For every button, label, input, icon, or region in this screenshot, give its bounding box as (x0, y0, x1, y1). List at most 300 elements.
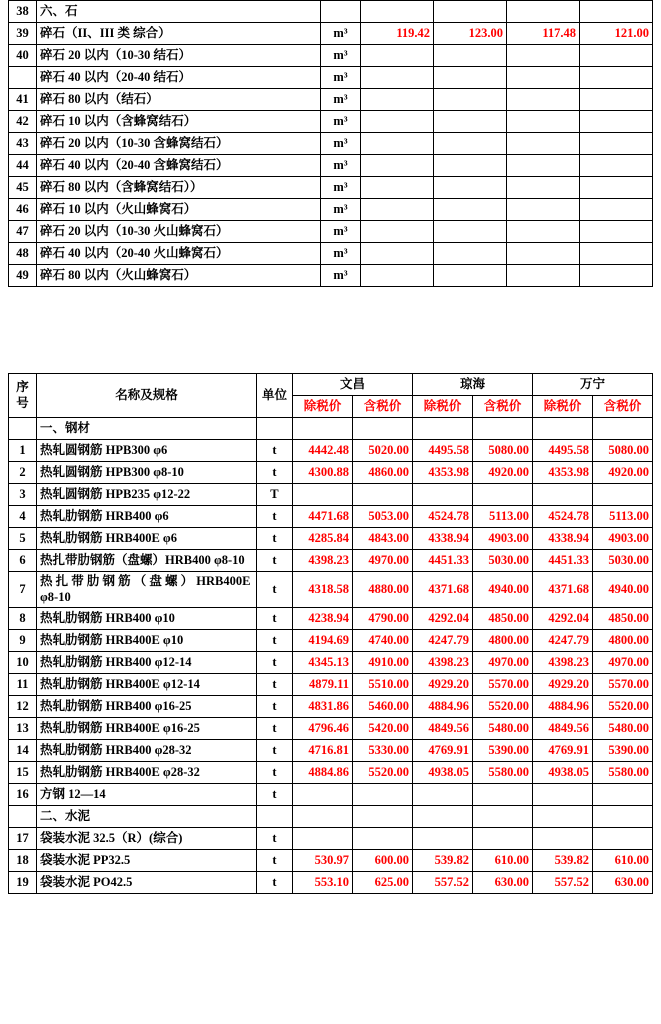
row-price: 4880.00 (352, 572, 412, 608)
row-price (580, 177, 653, 199)
row-price: 4716.81 (292, 740, 352, 762)
subheader-ex-tax-0: 除税价 (292, 396, 352, 418)
row-unit: t (256, 828, 292, 850)
row-price (352, 828, 412, 850)
subheader-ex-tax-1: 除税价 (412, 396, 472, 418)
subheader-ex-tax-2: 除税价 (532, 396, 592, 418)
row-index: 6 (9, 550, 37, 572)
row-price: 4338.94 (532, 528, 592, 550)
table-row (9, 506, 653, 528)
row-price: 4849.56 (412, 718, 472, 740)
subheader-inc-tax-0: 含税价 (352, 396, 412, 418)
row-price (361, 45, 434, 67)
row-index: 13 (9, 718, 37, 740)
row-price: 5580.00 (592, 762, 652, 784)
row-price: 5030.00 (592, 550, 652, 572)
row-price (507, 221, 580, 243)
row-price: 4831.86 (292, 696, 352, 718)
table-row (9, 133, 653, 155)
row-price: 4524.78 (412, 506, 472, 528)
row-price: 4495.58 (412, 440, 472, 462)
table-row (9, 177, 653, 199)
row-index: 9 (9, 630, 37, 652)
row-name: 袋装水泥 PO42.5 (37, 872, 257, 894)
row-name: 碎石 20 以内（10-30 火山蜂窝石） (37, 221, 321, 243)
row-price (472, 484, 532, 506)
table-row (9, 484, 653, 506)
row-index: 39 (9, 23, 37, 45)
row-price: 4194.69 (292, 630, 352, 652)
row-price (507, 67, 580, 89)
row-price: 5570.00 (472, 674, 532, 696)
row-name: 热轧肋钢筋 HRB400 φ12-14 (37, 652, 257, 674)
row-price: 5580.00 (472, 762, 532, 784)
row-index: 19 (9, 872, 37, 894)
row-name: 热轧肋钢筋 HRB400E φ28-32 (37, 762, 257, 784)
section-title: 六、石 (37, 1, 321, 23)
row-unit: m³ (321, 133, 361, 155)
row-price: 5390.00 (472, 740, 532, 762)
row-price (361, 89, 434, 111)
row-price: 4371.68 (532, 572, 592, 608)
row-price (592, 784, 652, 806)
row-price (532, 806, 592, 828)
row-price (580, 1, 653, 23)
row-price (472, 806, 532, 828)
row-index: 7 (9, 572, 37, 608)
row-index: 10 (9, 652, 37, 674)
row-name: 热轧肋钢筋 HRB400 φ16-25 (37, 696, 257, 718)
table-row (9, 762, 653, 784)
row-price: 4903.00 (472, 528, 532, 550)
row-price: 610.00 (592, 850, 652, 872)
row-price: 4247.79 (532, 630, 592, 652)
row-index: 49 (9, 265, 37, 287)
section-title: 一、钢材 (37, 418, 257, 440)
header-seq: 序号 (9, 374, 37, 418)
row-unit: m³ (321, 221, 361, 243)
row-price (434, 1, 507, 23)
row-name: 碎石 80 以内（火山蜂窝石） (37, 265, 321, 287)
row-price: 557.52 (412, 872, 472, 894)
header-name: 名称及规格 (37, 374, 257, 418)
table-row (9, 418, 653, 440)
row-price: 5390.00 (592, 740, 652, 762)
row-name: 袋装水泥 32.5（R）(综合) (37, 828, 257, 850)
row-price: 123.00 (434, 23, 507, 45)
row-price (434, 111, 507, 133)
header-region-qionghai: 琼海 (412, 374, 532, 396)
table-row (9, 608, 653, 630)
row-price (580, 265, 653, 287)
row-price (592, 806, 652, 828)
row-name: 热 扎 带 肋 钢 筋 （ 盘 螺 ） HRB400E φ8-10 (37, 572, 257, 608)
row-price (434, 243, 507, 265)
row-name: 袋装水泥 PP32.5 (37, 850, 257, 872)
row-name: 碎石 10 以内（含蜂窝结石） (37, 111, 321, 133)
table-row (9, 630, 653, 652)
row-price: 4769.91 (532, 740, 592, 762)
stone-price-table (8, 0, 653, 287)
row-name: 热扎带肋钢筋（盘螺）HRB400 φ8-10 (37, 550, 257, 572)
row-price (434, 45, 507, 67)
row-price (352, 806, 412, 828)
row-price (507, 199, 580, 221)
row-price: 4884.86 (292, 762, 352, 784)
row-price: 4292.04 (532, 608, 592, 630)
row-price: 4353.98 (532, 462, 592, 484)
row-unit: m³ (321, 111, 361, 133)
row-price: 4970.00 (352, 550, 412, 572)
row-price: 4495.58 (532, 440, 592, 462)
row-price: 4247.79 (412, 630, 472, 652)
row-price (507, 177, 580, 199)
subheader-inc-tax-1: 含税价 (472, 396, 532, 418)
row-price: 4920.00 (592, 462, 652, 484)
row-price: 4884.96 (412, 696, 472, 718)
material-price-table (8, 373, 653, 894)
row-price: 119.42 (361, 23, 434, 45)
row-price: 4398.23 (292, 550, 352, 572)
table-row (9, 462, 653, 484)
row-name: 热轧圆钢筋 HPB235 φ12-22 (37, 484, 257, 506)
header-unit: 单位 (256, 374, 292, 418)
row-name: 碎石 80 以内（含蜂窝结石）） (37, 177, 321, 199)
row-price: 539.82 (412, 850, 472, 872)
row-price: 630.00 (472, 872, 532, 894)
row-index: 16 (9, 784, 37, 806)
row-unit: m³ (321, 199, 361, 221)
row-price: 5020.00 (352, 440, 412, 462)
row-price: 5460.00 (352, 696, 412, 718)
table-row (9, 828, 653, 850)
row-price (434, 221, 507, 243)
row-price: 5520.00 (592, 696, 652, 718)
row-price: 4740.00 (352, 630, 412, 652)
row-index: 4 (9, 506, 37, 528)
row-price: 4970.00 (592, 652, 652, 674)
row-unit: t (256, 652, 292, 674)
row-price: 4910.00 (352, 652, 412, 674)
row-price: 5330.00 (352, 740, 412, 762)
row-index: 45 (9, 177, 37, 199)
row-price (292, 806, 352, 828)
row-unit: t (256, 462, 292, 484)
row-unit: t (256, 784, 292, 806)
row-price: 5520.00 (352, 762, 412, 784)
row-unit: t (256, 572, 292, 608)
row-price (361, 265, 434, 287)
row-name: 碎石 20 以内（10-30 含蜂窝结石） (37, 133, 321, 155)
header-region-wanning: 万宁 (532, 374, 652, 396)
row-price: 4800.00 (472, 630, 532, 652)
row-index: 11 (9, 674, 37, 696)
row-index: 1 (9, 440, 37, 462)
row-price (434, 155, 507, 177)
row-name: 碎石（II、III 类 综合） (37, 23, 321, 45)
row-unit: m³ (321, 155, 361, 177)
row-price: 4398.23 (532, 652, 592, 674)
row-unit: t (256, 506, 292, 528)
row-price: 4524.78 (532, 506, 592, 528)
stone-table-body (9, 1, 653, 287)
table-row (9, 674, 653, 696)
row-price: 5520.00 (472, 696, 532, 718)
table-row (9, 850, 653, 872)
row-unit: m³ (321, 67, 361, 89)
row-price: 4451.33 (412, 550, 472, 572)
row-price: 5480.00 (592, 718, 652, 740)
row-unit: t (256, 440, 292, 462)
row-index: 2 (9, 462, 37, 484)
row-price (532, 484, 592, 506)
row-price (292, 784, 352, 806)
row-price (472, 784, 532, 806)
row-price: 600.00 (352, 850, 412, 872)
row-price: 121.00 (580, 23, 653, 45)
row-price: 4929.20 (532, 674, 592, 696)
row-index: 8 (9, 608, 37, 630)
row-price: 5510.00 (352, 674, 412, 696)
row-price (412, 828, 472, 850)
row-price (507, 89, 580, 111)
row-price: 4940.00 (592, 572, 652, 608)
table-row (9, 718, 653, 740)
row-price (361, 1, 434, 23)
row-price (472, 418, 532, 440)
row-index: 15 (9, 762, 37, 784)
row-index: 46 (9, 199, 37, 221)
row-price: 610.00 (472, 850, 532, 872)
row-name: 碎石 40 以内（20-40 含蜂窝结石） (37, 155, 321, 177)
row-price (434, 133, 507, 155)
row-price (580, 111, 653, 133)
row-unit (321, 1, 361, 23)
row-unit (256, 806, 292, 828)
row-price (361, 133, 434, 155)
row-price: 4938.05 (532, 762, 592, 784)
row-price: 539.82 (532, 850, 592, 872)
row-price: 4285.84 (292, 528, 352, 550)
header-region-wenchang: 文昌 (292, 374, 412, 396)
row-price (361, 155, 434, 177)
row-index: 18 (9, 850, 37, 872)
row-price (361, 221, 434, 243)
table-row (9, 45, 653, 67)
row-price (532, 418, 592, 440)
row-price: 4850.00 (592, 608, 652, 630)
row-name: 热轧肋钢筋 HRB400 φ28-32 (37, 740, 257, 762)
table-row (9, 243, 653, 265)
row-price (580, 67, 653, 89)
row-index: 12 (9, 696, 37, 718)
row-name: 热轧肋钢筋 HRB400E φ16-25 (37, 718, 257, 740)
row-price: 4929.20 (412, 674, 472, 696)
row-unit: t (256, 608, 292, 630)
row-price (580, 243, 653, 265)
row-index (9, 806, 37, 828)
row-name: 热轧肋钢筋 HRB400E φ12-14 (37, 674, 257, 696)
row-unit: t (256, 528, 292, 550)
table-row (9, 572, 653, 608)
row-price: 553.10 (292, 872, 352, 894)
row-price: 5420.00 (352, 718, 412, 740)
row-price: 4796.46 (292, 718, 352, 740)
row-price: 557.52 (532, 872, 592, 894)
row-index: 47 (9, 221, 37, 243)
row-price (292, 418, 352, 440)
row-unit: t (256, 630, 292, 652)
row-price: 4849.56 (532, 718, 592, 740)
row-price: 117.48 (507, 23, 580, 45)
row-price: 4843.00 (352, 528, 412, 550)
row-unit: t (256, 850, 292, 872)
row-price (532, 784, 592, 806)
row-price (412, 484, 472, 506)
section-title: 二、水泥 (37, 806, 257, 828)
row-price: 4353.98 (412, 462, 472, 484)
row-price: 4790.00 (352, 608, 412, 630)
row-name: 方钢 12—14 (37, 784, 257, 806)
row-price: 4338.94 (412, 528, 472, 550)
row-price (412, 418, 472, 440)
row-name: 热轧圆钢筋 HPB300 φ6 (37, 440, 257, 462)
row-name: 热轧圆钢筋 HPB300 φ8-10 (37, 462, 257, 484)
table-header-row (9, 374, 653, 396)
row-index: 41 (9, 89, 37, 111)
row-price (580, 199, 653, 221)
row-index: 43 (9, 133, 37, 155)
row-price: 4800.00 (592, 630, 652, 652)
row-price: 5113.00 (592, 506, 652, 528)
table-row (9, 199, 653, 221)
row-price: 4451.33 (532, 550, 592, 572)
row-price: 4318.58 (292, 572, 352, 608)
row-unit: t (256, 550, 292, 572)
row-index: 17 (9, 828, 37, 850)
table-row (9, 265, 653, 287)
row-unit: m³ (321, 45, 361, 67)
row-name: 碎石 20 以内（10-30 结石） (37, 45, 321, 67)
row-name: 碎石 80 以内（结石） (37, 89, 321, 111)
row-unit: m³ (321, 177, 361, 199)
row-price (352, 418, 412, 440)
row-unit (256, 418, 292, 440)
row-price (507, 133, 580, 155)
row-price (580, 221, 653, 243)
row-price (472, 828, 532, 850)
subheader-inc-tax-2: 含税价 (592, 396, 652, 418)
row-price: 5113.00 (472, 506, 532, 528)
row-name: 热轧肋钢筋 HRB400 φ6 (37, 506, 257, 528)
row-price: 4938.05 (412, 762, 472, 784)
row-price (434, 199, 507, 221)
row-price (507, 155, 580, 177)
table-row (9, 784, 653, 806)
row-name: 碎石 40 以内（20-40 火山蜂窝石） (37, 243, 321, 265)
row-price (352, 784, 412, 806)
row-price: 4940.00 (472, 572, 532, 608)
table-row (9, 111, 653, 133)
row-price (592, 484, 652, 506)
row-unit: t (256, 674, 292, 696)
row-price: 4769.91 (412, 740, 472, 762)
row-price (412, 784, 472, 806)
row-price: 5570.00 (592, 674, 652, 696)
page-gap-spacer (0, 287, 661, 373)
row-unit: t (256, 696, 292, 718)
row-price: 4398.23 (412, 652, 472, 674)
row-price (592, 418, 652, 440)
row-index: 44 (9, 155, 37, 177)
row-price (507, 243, 580, 265)
row-price: 4442.48 (292, 440, 352, 462)
row-price (352, 484, 412, 506)
row-price: 530.97 (292, 850, 352, 872)
table-row (9, 89, 653, 111)
row-price: 4970.00 (472, 652, 532, 674)
row-index: 38 (9, 1, 37, 23)
row-price: 5080.00 (592, 440, 652, 462)
row-price: 4345.13 (292, 652, 352, 674)
material-table-body (9, 418, 653, 894)
table-row (9, 806, 653, 828)
row-unit: t (256, 872, 292, 894)
table-row (9, 1, 653, 23)
table-row (9, 155, 653, 177)
row-price: 4850.00 (472, 608, 532, 630)
row-name: 热轧肋钢筋 HRB400E φ10 (37, 630, 257, 652)
row-price (434, 177, 507, 199)
row-price (361, 177, 434, 199)
row-index: 40 (9, 45, 37, 67)
row-price: 625.00 (352, 872, 412, 894)
row-price: 4884.96 (532, 696, 592, 718)
row-price: 4920.00 (472, 462, 532, 484)
row-name: 碎石 10 以内（火山蜂窝石） (37, 199, 321, 221)
table-row (9, 221, 653, 243)
row-price: 4879.11 (292, 674, 352, 696)
row-price: 630.00 (592, 872, 652, 894)
row-unit: m³ (321, 23, 361, 45)
row-price (580, 45, 653, 67)
row-price: 5480.00 (472, 718, 532, 740)
row-price (434, 89, 507, 111)
table-row (9, 550, 653, 572)
row-index: 42 (9, 111, 37, 133)
row-price (412, 806, 472, 828)
row-unit: m³ (321, 243, 361, 265)
row-unit: t (256, 740, 292, 762)
table-row (9, 696, 653, 718)
row-price (507, 1, 580, 23)
row-price: 4371.68 (412, 572, 472, 608)
row-index (9, 67, 37, 89)
row-price (580, 155, 653, 177)
row-name: 碎石 40 以内（20-40 结石） (37, 67, 321, 89)
row-price (292, 828, 352, 850)
row-price: 5053.00 (352, 506, 412, 528)
row-price (532, 828, 592, 850)
row-unit: T (256, 484, 292, 506)
row-price (434, 265, 507, 287)
row-unit: m³ (321, 89, 361, 111)
row-unit: t (256, 718, 292, 740)
row-price (292, 484, 352, 506)
row-price (361, 243, 434, 265)
row-price: 5030.00 (472, 550, 532, 572)
table-row (9, 872, 653, 894)
